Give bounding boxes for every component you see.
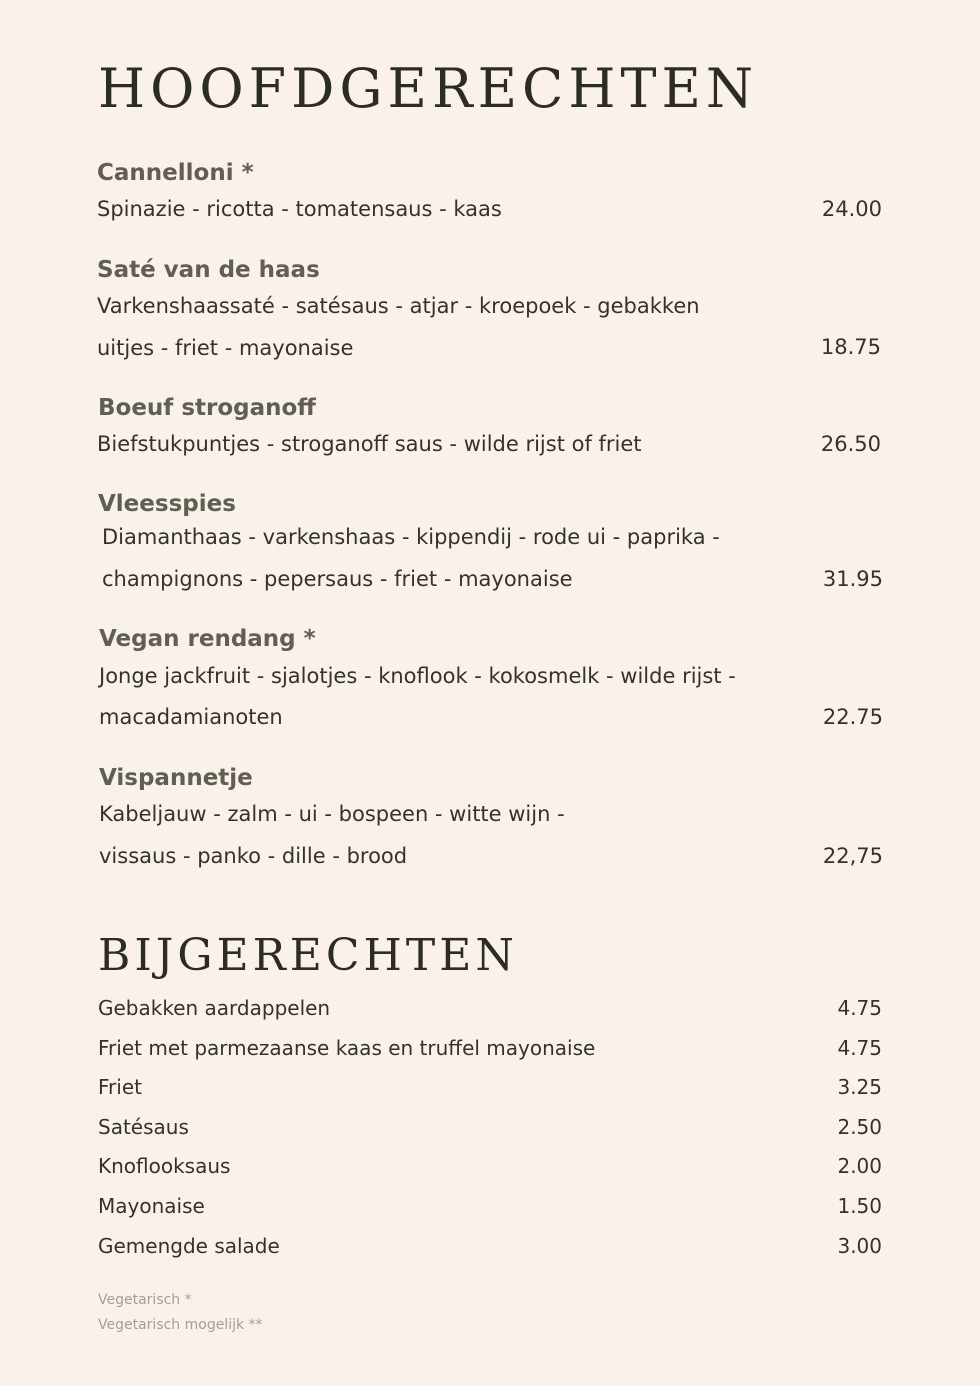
dish-description: Varkenshaassaté - satésaus - atjar - kroepoek - gebakken — [97, 294, 700, 318]
side-item — [98, 1153, 882, 1179]
dish-name: Cannelloni * — [97, 160, 254, 186]
side-item-name: Gebakken aardappelen — [98, 996, 331, 1020]
side-item-price: 2.00 — [837, 1154, 882, 1178]
side-item-name: Friet — [98, 1075, 142, 1099]
side-item-price: 4.75 — [837, 996, 882, 1020]
side-item-price: 3.00 — [837, 1234, 882, 1258]
dish-name: Vispannetje — [99, 765, 253, 791]
side-item — [98, 1233, 882, 1259]
dish-description: macadamianoten — [99, 705, 283, 729]
dish-description: Diamanthaas - varkenshaas - kippendij - rode ui - paprika - — [102, 525, 720, 549]
side-item-price: 2.50 — [837, 1115, 882, 1139]
legend-note: Vegetarisch * — [98, 1292, 192, 1308]
dish-name: Saté van de haas — [97, 257, 320, 283]
side-item — [98, 1035, 882, 1061]
side-item-price: 4.75 — [837, 1036, 882, 1060]
side-item — [98, 1114, 882, 1140]
dish-name: Boeuf stroganoff — [98, 395, 316, 421]
side-section-title: BIJGERECHTEN — [98, 930, 518, 981]
side-item-name: Friet met parmezaanse kaas en truffel mayonaise — [98, 1036, 596, 1060]
dish-price: 31.95 — [822, 567, 883, 591]
dish-description: uitjes - friet - mayonaise — [97, 336, 354, 360]
dish-name: Vegan rendang * — [99, 626, 316, 652]
dish-price: 18.75 — [820, 335, 881, 359]
side-item-name: Knoflooksaus — [98, 1154, 231, 1178]
side-item-name: Gemengde salade — [98, 1234, 280, 1258]
dish-description: Jonge jackfruit - sjalotjes - knoflook - kokosmelk - wilde rijst - — [99, 664, 736, 688]
legend-note: Vegetarisch mogelijk ** — [98, 1317, 263, 1333]
dish-description: Spinazie - ricotta - tomatensaus - kaas — [97, 197, 502, 221]
dish-description: Biefstukpuntjes - stroganoff saus - wilde rijst of friet — [97, 432, 642, 456]
dish-description: Kabeljauw - zalm - ui - bospeen - witte wijn - — [99, 802, 565, 826]
dish-description: champignons - pepersaus - friet - mayonaise — [102, 567, 573, 591]
side-item-price: 1.50 — [837, 1194, 882, 1218]
dish-description: vissaus - panko - dille - brood — [99, 844, 408, 868]
dish-price: 24.00 — [821, 197, 882, 221]
dish-price: 22.75 — [822, 705, 883, 729]
side-item — [98, 995, 882, 1021]
dish-name: Vleesspies — [98, 491, 236, 517]
side-item — [98, 1193, 882, 1219]
main-section-title: HOOFDGERECHTEN — [98, 57, 759, 120]
side-item — [98, 1074, 882, 1100]
side-item-price: 3.25 — [837, 1075, 882, 1099]
side-item-name: Mayonaise — [98, 1194, 205, 1218]
dish-price: 22,75 — [822, 844, 883, 868]
dish-price: 26.50 — [820, 432, 881, 456]
side-item-name: Satésaus — [98, 1115, 189, 1139]
